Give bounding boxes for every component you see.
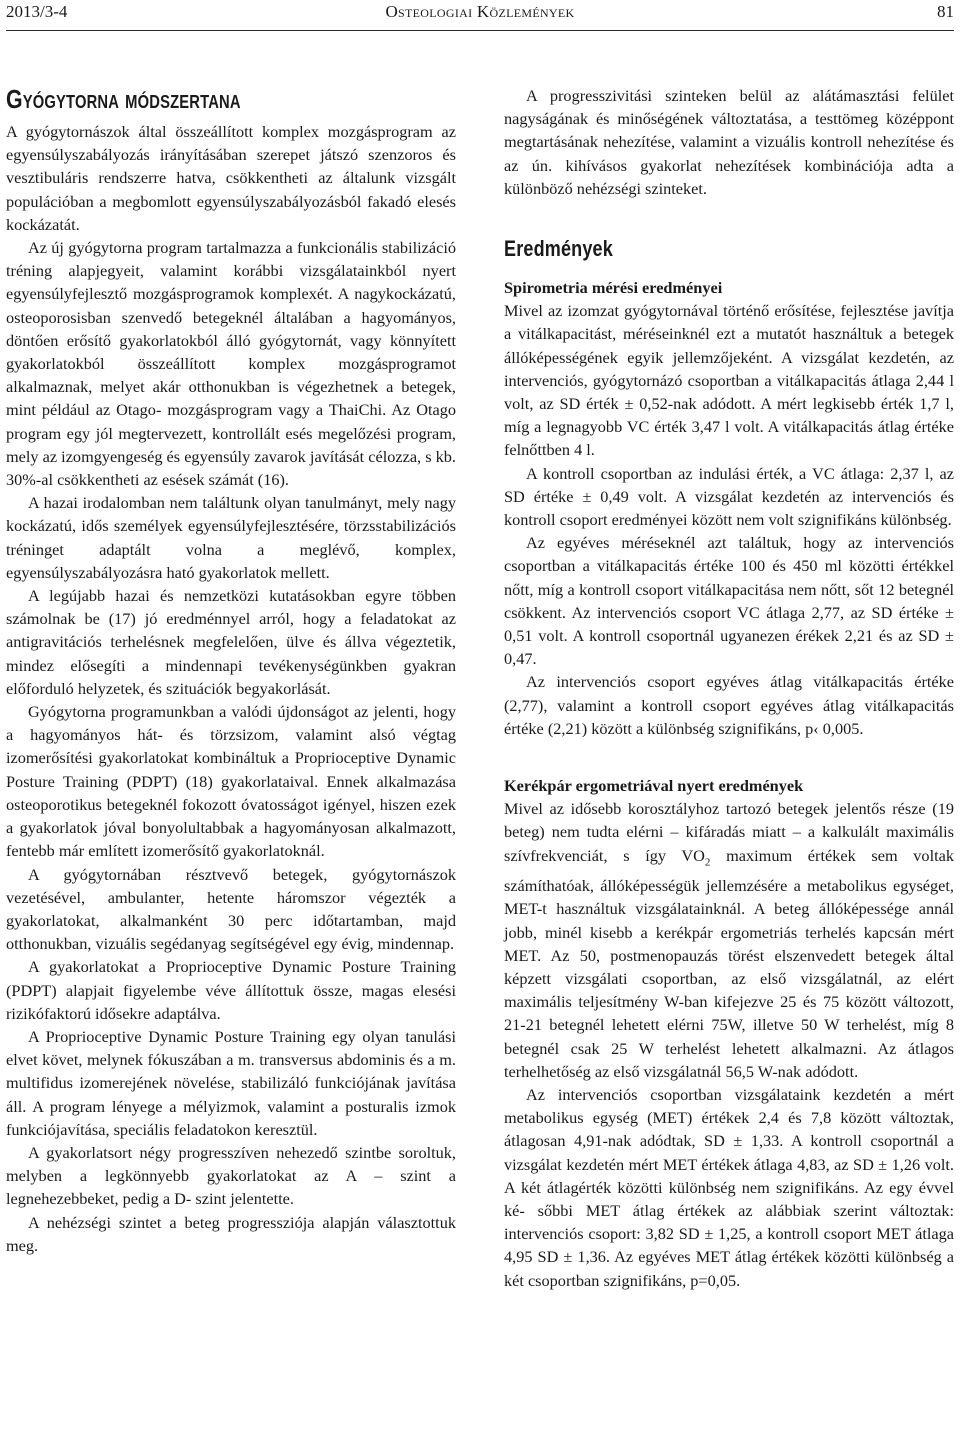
page-number: 81 [937,2,954,21]
paragraph: Mivel az izomzat gyógytornával történő erősítése, fejlesztése javítja a vitálkapacitást, méréseinknél ezt a mutatót használtuk a betegek állóképességének egyik jellemzőjeként. A vizsgálat kezdetén, az intervenciós, gyógytornázó csoportban a vitálkapacitás átlaga 2,44 l volt, az SD érték ± 0,52-nak adódott. A mért legkisebb érték 1,7 l, míg a legnagyobb VC érték 3,47 l volt. A vitálkapacitás átlag értéke felnőttben 4 l. [504,301,954,460]
paragraph: A gyógytornászok által összeállított komplex mozgásprogram az egyensúlyszabályozás irányításában szerepet játszó szenzoros és vesztibuláris rendszerre hatva, csökkentheti az általunk vizsgált populációban a megbomlott egyensúlyszabályozásból fakadó elesés kockázatát. [6,122,456,234]
paragraph: Az intervenciós csoportban vizsgálataink kezdetén a mért metabolikus egység (MET) értékek 2,4 és 7,8 között változtak, átlagosan 4,91-nak adódtak, SD ± 1,33. A kontroll csoportnál a vizsgálat kezdetén mért MET értékek átlaga 4,83, az SD ± 1,26 volt. A két átlagérték közötti különbség nem szignifikáns. Az egy évvel ké- sőbbi MET átlag értékek az alábbiak szerint változtak: intervenciós csoport: 3,82 SD ± 1,25, a kontroll csoport MET átlaga 4,95 SD ± 1,36. Az egyéves MET átlag értékek közötti különbség a két csoportban szignifikáns, p=0,05. [504,1084,954,1290]
text-run: Mivel az idősebb korosztályhoz tartozó betegek jelentős része (19 beteg) nem tudta elérni – kifáradás miatt – a kalkulált maximális szívfrekvenciát, s így VO [504,799,954,865]
paragraph: A Proprioceptive Dynamic Posture Training egy olyan tanulási elvet követ, melynek fókuszában a m. transversus abdominis és a m. multifidus izomerejének növelése, stabilizáló funkciójának javítása áll. A program lényege a mélyizmok, valamint a posturalis izmok funkciójavítása, speciális feladatokon keresztül. [6,1026,456,1139]
right-column [504,84,954,1292]
left-column [6,84,456,1257]
paragraph [504,797,954,1083]
paragraph: A gyakorlatsort négy progresszíven nehezedő szintbe soroltuk, melyben a legkönnyebb gyakorlatokat az A – szint a legnehezebbeket, pedig a D- szint jelentette. [6,1142,456,1209]
paragraph: A hazai irodalomban nem találtunk olyan tanulmányt, mely nagy kockázatú, idős személyek egyensúlyfejlesztésére, törzsstabilizációs tréninget adaptált volna a meglévő, komplex, egyensúlyszabályozásra ható gyakorlatok mellett. [6,493,456,582]
subheading-spirometry: Spirometria mérési eredményei [504,278,723,298]
paragraph: A progresszivitási szinteken belül az alátámasztási felület nagyságának és minőségének változtatása, a testtömeg középpont megtartásának nehezítése, valamint a vizuális kontroll nehezítése és az ún. kihívásos gyakorlat nehezítések kombinációja adta a különböző nehézségi szinteket. [504,86,954,198]
journal-title: Osteologiai Közlemények [385,2,575,21]
subheading-ergometry: Kerékpár ergometriával nyert eredmények [504,776,804,796]
paragraph: A legújabb hazai és nemzetközi kutatásokban egyre többen számolnak be (17) jó eredménnyel arról, hogy a feladatokat az antigravitációs terhelésnek megfelelően, ülve és állva végeztetik, mindez elősegíti a mindennapi tevékenységünkben gyakran előforduló helyzetek, és szituációk begyakorlását. [6,586,456,698]
subscript: 2 [704,855,711,868]
section-title-methods: Gyógytorna módszertana [6,84,241,114]
issue-number: 2013/3-4 [6,2,68,21]
paragraph: A nehézségi szintet a beteg progressziója alapján választottuk meg. [6,1212,456,1255]
section-title-results: Eredmények [504,236,613,262]
header-rule [6,30,954,31]
paragraph: Az egyéves méréseknél azt találtuk, hogy az intervenciós csoportban a vitálkapacitás értéke 100 és 450 ml közötti értékkel nőtt, míg a kontroll csoport vitálkapacitása nem nőtt, sőt 12 betegnél csökkent. Az intervenciós csoport VC átlaga 2,77, az SD értéke ± 0,51 volt. A kontroll csoportnál ugyanezen érékek 2,21 és az SD ± 0,47. [504,533,954,669]
paragraph: Az új gyógytorna program tartalmazza a funkcionális stabilizáció tréning alapjegyeit, valamint korábbi vizsgálatainkból nyert egyensúlyfejlesztő mozgásprogramok komplexét. A nagykockázatú, osteoporosisban szenvedő betegeknél általában a hagyományos, döntően erősítő gyakorlatokból álló gyógytornát, vagy könnyített gyakorlatokból összeállított komplex mozgásprogramot alkalmaznak, melyet akár otthonukban is végezhetnek a betegek, mint például az Otago- mozgásprogram vagy a ThaiChi. Az Otago program egy jól megtervezett, kontrollált esés megelőzési program, mely az izomgyengeség és egyensúly zavarok javítását célozza, s kb. 30%-al csökkentheti az esések számát (16). [6,238,456,490]
text-run: maximum értékek sem voltak számíthatóak, állóképességük jellemzésére a metabolikus egységet, MET-t használtuk vizsgálatainknál. A beteg állóképessége annál jobb, minél kisebb a kerékpár ergometriás terhelés kapcsán mért MET. Az 50, postmenopauzás törést elszenvedett betegek által képzett vizsgálati csoportban, az első vizsgálatnál, az elért maximális teljesítmény W-ban kifejezve 25 és 75 között változott, 21-21 betegnél lehetett elérni 75W, illetve 50 W terhelést, míg 8 betegnél csak 25 W terhelést lehetett alkalmazni. Az átlagos terhelhetőség az első vizsgálatnál 56,5 W-nak adódott. [504,845,954,1081]
paragraph: Az intervenciós csoport egyéves átlag vitálkapacitás értéke (2,77), valamint a kontroll csoport egyéves átlag vitálkapacitás értéke (2,21) között a különbség szignifikáns, p‹ 0,005. [504,672,954,738]
paragraph: A kontroll csoportban az indulási érték, a VC átlaga: 2,37 l, az SD értéke ± 0,49 volt. A vizsgálat kezdetén az intervenciós és kontroll csoport eredményei között nem volt szignifikáns különbség. [504,463,954,530]
paragraph: A gyógytornában résztvevő betegek, gyógytornászok vezetésével, ambulanter, hetente háromszor végezték a gyakorlatokat, alkalmanként 30 perc időtartamban, majd otthonukban, vizuális segédanyag segítségével egy évig, mindennap. [6,864,456,954]
paragraph: A gyakorlatokat a Proprioceptive Dynamic Posture Training (PDPT) alapjait figyelembe véve állítottuk össze, magas elesési rizikófaktorú idősekre adaptálva. [6,957,456,1023]
paragraph: Gyógytorna programunkban a valódi újdonságot az jelenti, hogy a hagyományos hát- és törzsizom, valamint alsó végtag izomerősítési gyakorlatokat kombináltuk a Proprioceptive Dynamic Posture Training (PDPT) (18) gyakorlataival. Ennek alkalmazása osteoporotikus betegeknél fokozott óvatosságot igényel, hiszen ezek a gyakorlatok jóval bonyolultabbak a hagyományosan alkalmazott, fentebb már említett izomerősítő gyakorlatoknál. [6,702,456,861]
page-header [6,0,954,24]
